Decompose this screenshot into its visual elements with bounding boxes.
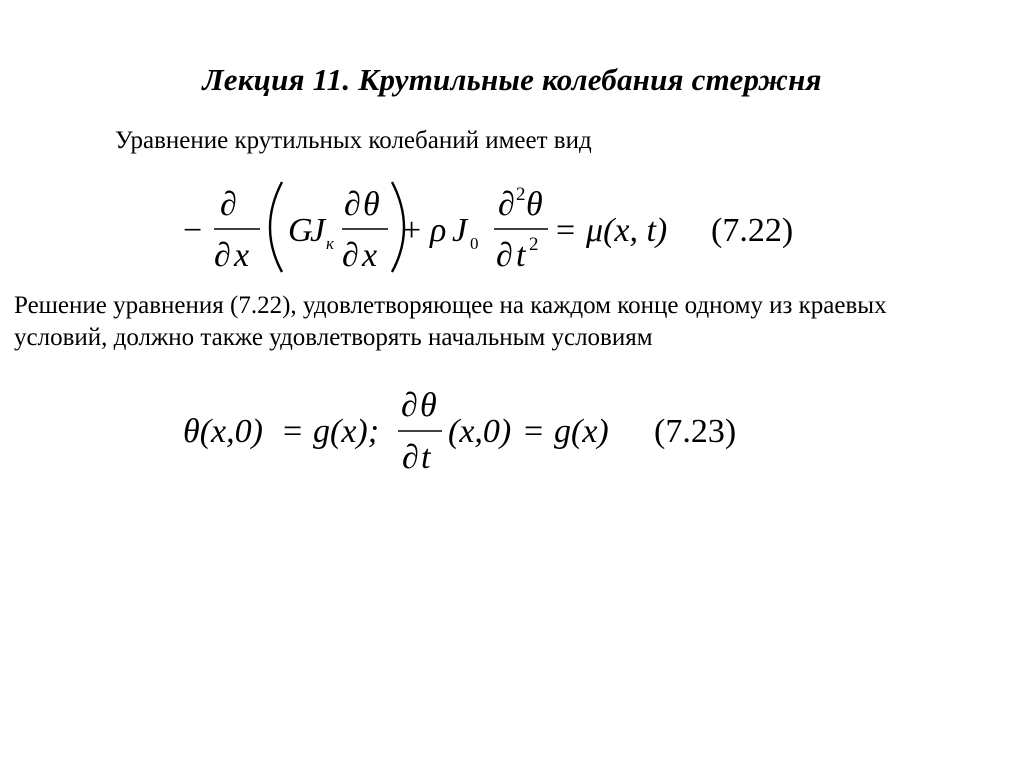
eq723-rhs1: g(x); xyxy=(313,413,380,450)
eq722-partial-theta-top: ∂ xyxy=(344,186,361,223)
eq722-plus: + xyxy=(402,212,422,249)
eq723-theta: θ xyxy=(420,387,437,424)
eq722-sup-2-top: 2 xyxy=(516,184,526,205)
eq722-G: G xyxy=(288,212,313,249)
eq723-partial-top: ∂ xyxy=(401,387,418,424)
eq723-partial-bottom: ∂ xyxy=(402,439,419,476)
eq723-args: (x,0) xyxy=(448,413,512,450)
eq722-partial-bottom-3: ∂ xyxy=(496,237,513,274)
paragraph-line-2: условий, должно также удовлетворять начальным условиям xyxy=(14,324,653,351)
eq722-sup-2-bottom: 2 xyxy=(529,234,539,255)
eq722-sub-k: к xyxy=(326,234,334,253)
eq722-x-1: x xyxy=(234,237,250,274)
intro-text: Уравнение крутильных колебаний имеет вид xyxy=(115,127,592,154)
eq722-partial-bottom: ∂ xyxy=(214,237,231,274)
paragraph-line-1: Решение уравнения (7.22), удовлетворяющее на каждом конце одному из краевых xyxy=(14,292,887,319)
eq722-partial-top: ∂ xyxy=(220,186,237,223)
eq722-equals: = xyxy=(556,212,576,249)
eq723-eq1: = xyxy=(283,413,303,450)
eq722-partial-bottom-2: ∂ xyxy=(342,237,359,274)
eq723-t: t xyxy=(421,439,431,476)
eq722-theta-1: θ xyxy=(363,186,380,223)
eq722-rho: ρ xyxy=(430,212,447,249)
eq723-rhs2: g(x) xyxy=(554,413,609,450)
eq722-theta-2: θ xyxy=(526,186,543,223)
eq722-J0: J xyxy=(452,212,468,249)
eq722-x-2: x xyxy=(362,237,378,274)
eq722-sub-0: 0 xyxy=(470,234,479,253)
eq722-J: J xyxy=(310,212,326,249)
eq722-rhs: μ(x, t) xyxy=(586,212,668,249)
eq722-label: (7.22) xyxy=(711,212,794,249)
eq722-partial-top-3: ∂ xyxy=(498,186,515,223)
eq723-label: (7.23) xyxy=(654,413,737,450)
eq722-t: t xyxy=(516,237,526,274)
eq723-eq2: = xyxy=(524,413,544,450)
slide-title: Лекция 11. Крутильные колебания стержня xyxy=(202,62,822,97)
eq723-lhs1: θ(x,0) xyxy=(183,413,263,450)
eq722-minus: − xyxy=(183,212,203,249)
